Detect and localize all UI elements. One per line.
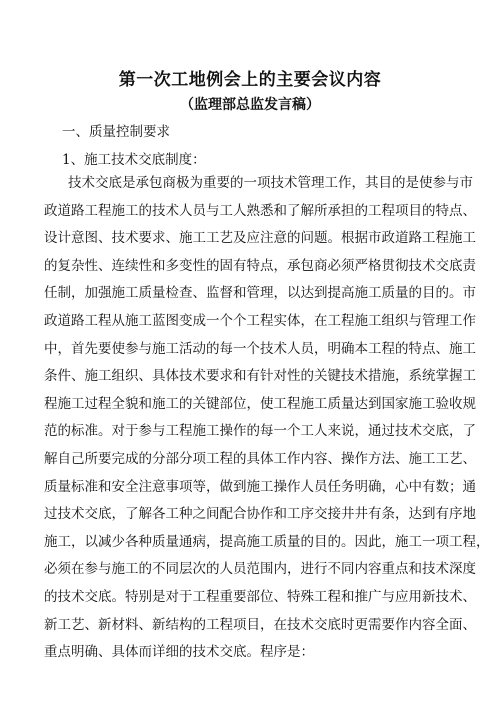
document-subtitle: （监理部总监发言稿） [180, 97, 320, 113]
paragraph-line: 必须在参与施工的不同层次的人员范围内，进行不同内容重点和技术深度 [44, 561, 476, 578]
paragraph-line: 任制，加强施工质量检查、监督和管理，以达到提高施工质量的目的。市 [44, 285, 476, 302]
paragraph-line: 中，首先要使参与施工活动的每一个技术人员，明确本工程的特点、施工 [44, 340, 476, 357]
document-title: 第一次工地例会上的主要会议内容 [118, 70, 382, 90]
section-heading: 一、质量控制要求 [62, 124, 170, 140]
paragraph-line: 新工艺、新材料、新结构的工程项目，在技术交底时更需要作内容全面、 [44, 616, 476, 633]
paragraph-line: 范的标准。对于参与工程施工操作的每一个工人来说，通过技术交底，了 [44, 423, 476, 440]
paragraph-line: 政道路工程施工的技术人员与工人熟悉和了解所承担的工程项目的特点、 [44, 202, 476, 219]
paragraph-line: 条件、施工组织、具体技术要求和有针对性的关键技术措施，系统掌握工 [44, 368, 476, 385]
paragraph-line: 政道路工程从施工蓝图变成一个个工程实体，在工程施工组织与管理工作 [44, 312, 476, 329]
subsection-heading: 1、施工技术交底制度： [62, 152, 206, 168]
paragraph-line: 的技术交底。特别是对于工程重要部位、特殊工程和推广与应用新技术、 [44, 588, 476, 605]
paragraph-line: 程施工过程全貌和施工的关键部位，使工程施工质量达到国家施工验收规 [44, 395, 476, 412]
paragraph-line: 质量标准和安全注意事项等，做到施工操作人员任务明确，心中有数；通 [44, 478, 476, 495]
paragraph-line: 重点明确、具体而详细的技术交底。程序是： [44, 644, 314, 661]
paragraph-line: 过技术交底，了解各工种之间配合协作和工序交接井井有条，达到有序地 [44, 506, 476, 523]
paragraph-line: 的复杂性、连续性和多变性的固有特点，承包商必须严格贯彻技术交底责 [44, 257, 476, 274]
paragraph-line: 解自己所要完成的分部分项工程的具体工作内容、操作方法、施工工艺、 [44, 450, 476, 467]
paragraph-line: 施工，以减少各种质量通病，提高施工质量的目的。因此，施工一项工程， [44, 533, 490, 550]
paragraph-line: 设计意图、技术要求、施工工艺及应注意的问题。根据市政道路工程施工 [44, 230, 476, 247]
body-paragraph [44, 170, 490, 667]
paragraph-line: 技术交底是承包商极为重要的一项技术管理工作，其目的是使参与市 [68, 175, 473, 191]
